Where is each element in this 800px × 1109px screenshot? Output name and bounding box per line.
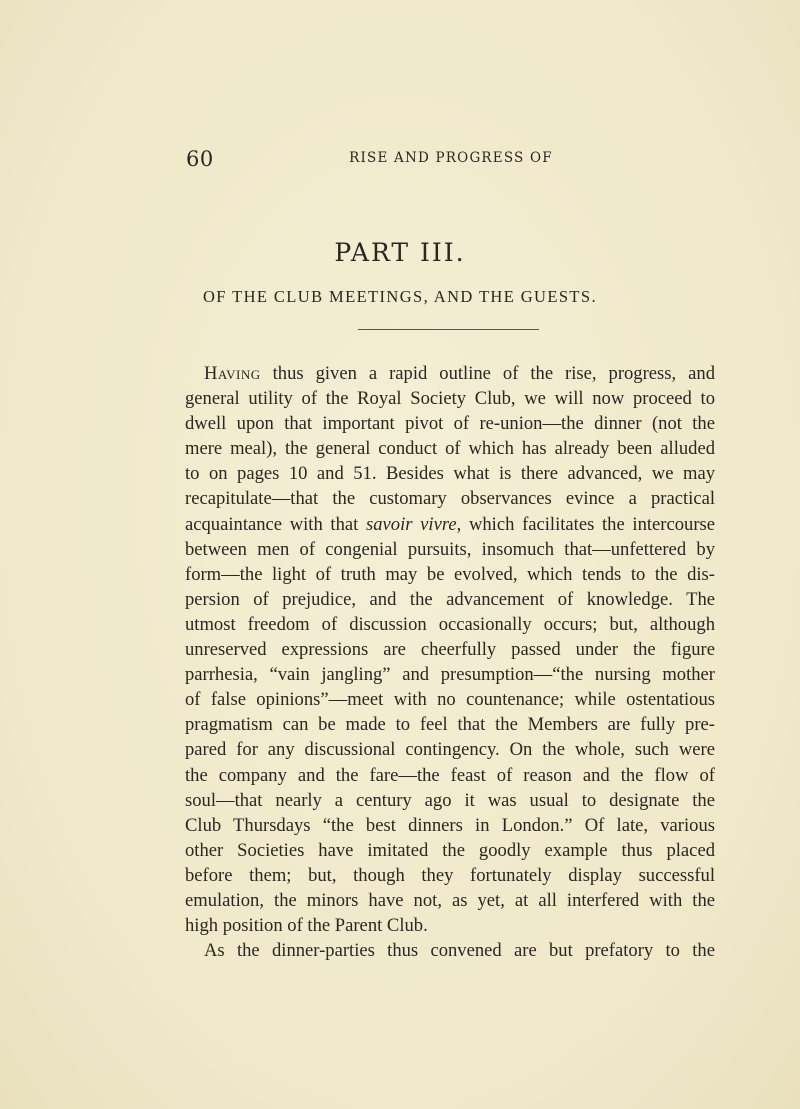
text-line: high position of the Parent Club. [185, 915, 428, 937]
text-line: persion of prejudice, and the advancement of knowledge. The [185, 588, 715, 610]
text-line: of false opinions”—meet with no countenance; while ostentatious [185, 689, 715, 711]
text-line: other Societies have imitated the goodly example thus placed [185, 839, 715, 861]
text-span: acquaintance with that [185, 513, 366, 535]
text-line: As the dinner-parties thus convened are but prefatory to the [204, 940, 715, 962]
section-subtitle: OF THE CLUB MEETINGS, AND THE GUESTS. [202, 287, 598, 306]
paragraph-1 [185, 361, 715, 938]
text-span: thus given a rapid outline of the rise, progress, and [260, 363, 715, 384]
part-title: PART III. [334, 238, 466, 267]
text-line: dwell upon that important pivot of re-union—the dinner (not the [185, 413, 715, 435]
italic-phrase: savoir vivre [366, 513, 457, 535]
text-line: recapitulate—that the customary observances evince a practical [185, 488, 715, 510]
page-number: 60 [186, 147, 214, 171]
text-line: Club Thursdays “the best dinners in London.” Of late, various [185, 814, 715, 836]
text-line: mere meal), the general conduct of which has already been alluded [185, 438, 715, 460]
text-line: unreserved expressions are cheerfully passed under the figure [185, 639, 715, 661]
text-line: pragmatism can be made to feel that the Members are fully pre- [185, 714, 715, 736]
body-text [185, 361, 715, 963]
section-divider [358, 329, 539, 330]
text-line: to on pages 10 and 51. Besides what is there advanced, we may [185, 463, 715, 485]
text-span: , which facilitates the intercourse [456, 513, 716, 535]
paragraph-2 [185, 938, 715, 963]
text-line: pared for any discussional contingency. On the whole, such were [185, 739, 715, 761]
text-line: general utility of the Royal Society Club, we will now proceed to [185, 388, 715, 410]
running-head [186, 147, 716, 171]
text-line: before them; but, though they fortunately display successful [185, 864, 715, 886]
text-line: between men of congenial pursuits, insomuch that—unfettered by [185, 538, 715, 560]
text-line [185, 361, 715, 386]
text-line: emulation, the minors have not, as yet, at all interfered with the [185, 889, 715, 911]
text-line: utmost freedom of discussion occasionally occurs; but, although [185, 613, 715, 635]
opening-word: Having [204, 363, 261, 384]
running-title: RISE AND PROGRESS OF [349, 150, 553, 166]
text-line: form—the light of truth may be evolved, which tends to the dis- [185, 563, 715, 585]
text-line: parrhesia, “vain jangling” and presumption—“the nursing mother [185, 664, 715, 686]
text-line [185, 512, 715, 537]
text-line: the company and the fare—the feast of reason and the flow of [185, 764, 715, 786]
text-line: soul—that nearly a century ago it was usual to designate the [185, 789, 715, 811]
